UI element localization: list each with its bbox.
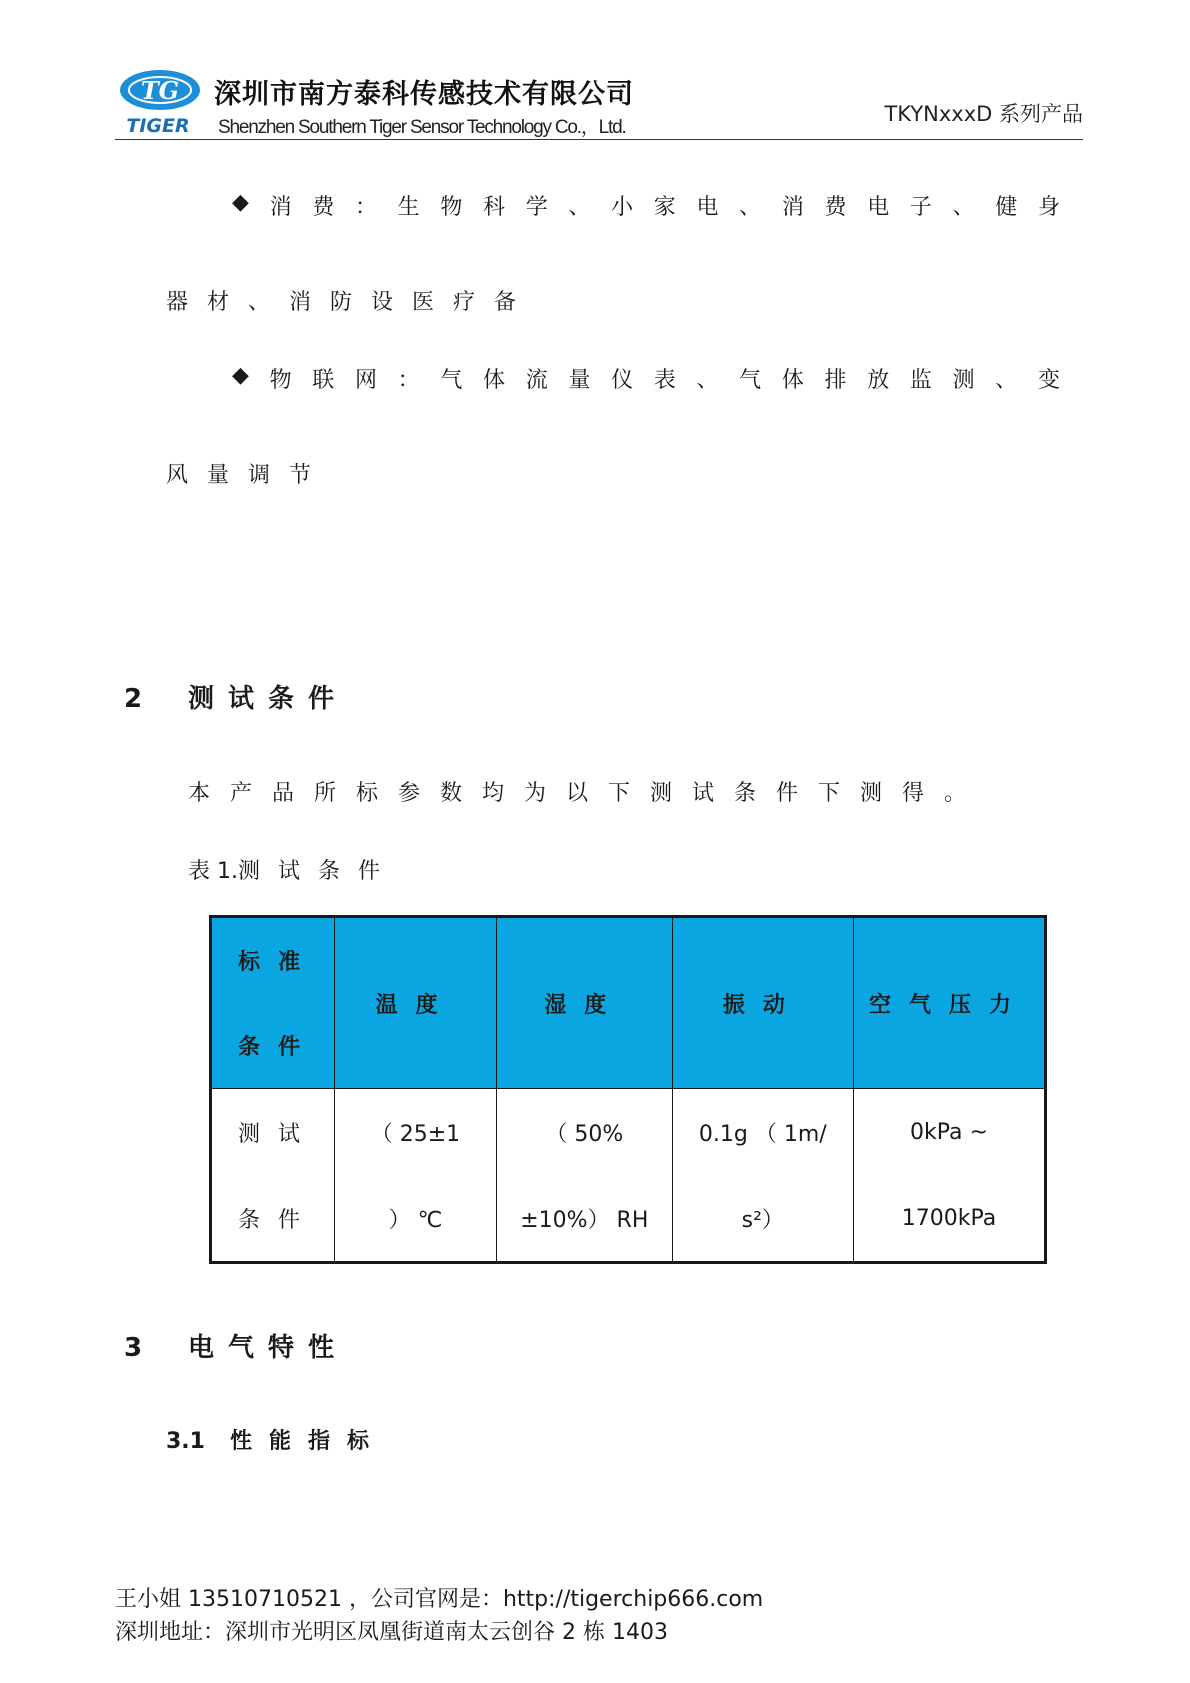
section-2-heading — [124, 678, 348, 715]
cell-humidity: （ 50% ±10%） RH — [497, 1089, 673, 1263]
company-logo — [118, 66, 202, 138]
header-vibration: 振动 — [672, 917, 853, 1089]
header-standard: 标准 — [238, 950, 319, 975]
header-condition: 条件 — [238, 1035, 319, 1060]
cell-vibration: 0.1g （ 1m/ s²） — [672, 1089, 853, 1263]
cell-air-pressure: 0kPa ~ 1700kPa — [854, 1089, 1046, 1263]
header-humidity: 湿度 — [497, 917, 673, 1089]
section-title: 测试条件 — [188, 684, 349, 714]
application-iot-continuation: 风量调节 — [166, 463, 331, 488]
application-consumer-continuation: 器材、消防设医疗备 — [166, 290, 536, 315]
table-caption — [188, 854, 398, 885]
table-caption-title: 测试条件 — [237, 859, 398, 884]
header-temperature: 温度 — [334, 917, 496, 1089]
company-name-en: Shenzhen Southern Tiger Sensor Technology Co.，Ltd. — [218, 117, 626, 138]
table-caption-prefix: 表 1. — [188, 859, 238, 884]
logo-mark: TG — [140, 76, 180, 105]
section-number: 2 — [124, 684, 143, 714]
footer-contact: 王小姐 13510710521 ，公司官网是：http://tigerchip666.com — [115, 1587, 764, 1612]
logo-text: TIGER — [126, 115, 190, 137]
product-series: TKYNxxxD 系列产品 — [884, 102, 1083, 126]
section-2-intro: 本产品所标参数均为以下测试条件下测得。 — [188, 781, 987, 806]
cell-temperature: （ 25±1 ） ℃ — [334, 1089, 496, 1263]
subsection-3-1-heading — [166, 1424, 386, 1455]
test-conditions-table — [209, 915, 1047, 1264]
header-air-pressure: 空气压力 — [854, 917, 1046, 1089]
section-3-heading — [124, 1327, 348, 1364]
table-header-row — [211, 917, 1046, 1089]
application-iot-line: ◆ 物 联 网 ： 气 体 流 量 仪 表 、 气 体 排 放 监 测 、 变 — [232, 363, 1060, 393]
footer-address: 深圳地址：深圳市光明区凤凰街道南太云创谷 2 栋 1403 — [115, 1620, 668, 1645]
subsection-number: 3.1 — [166, 1429, 205, 1454]
section-title: 电气特性 — [188, 1333, 349, 1363]
section-number: 3 — [124, 1333, 143, 1363]
header-divider — [115, 139, 1083, 140]
table-row — [211, 1089, 1046, 1263]
subsection-title: 性能指标 — [230, 1429, 387, 1454]
bullet-icon: ◆ — [232, 190, 249, 215]
application-consumer-line: ◆ 消 费 ： 生 物 科 学 、 小 家 电 、 消 费 电 子 、 健 身 — [232, 190, 1060, 220]
company-name-cn: 深圳市南方泰科传感技术有限公司 — [214, 79, 634, 110]
header-standard-condition — [211, 917, 335, 1089]
bullet-icon: ◆ — [232, 363, 249, 388]
cell-test-condition: 测试 条件 — [211, 1089, 335, 1263]
